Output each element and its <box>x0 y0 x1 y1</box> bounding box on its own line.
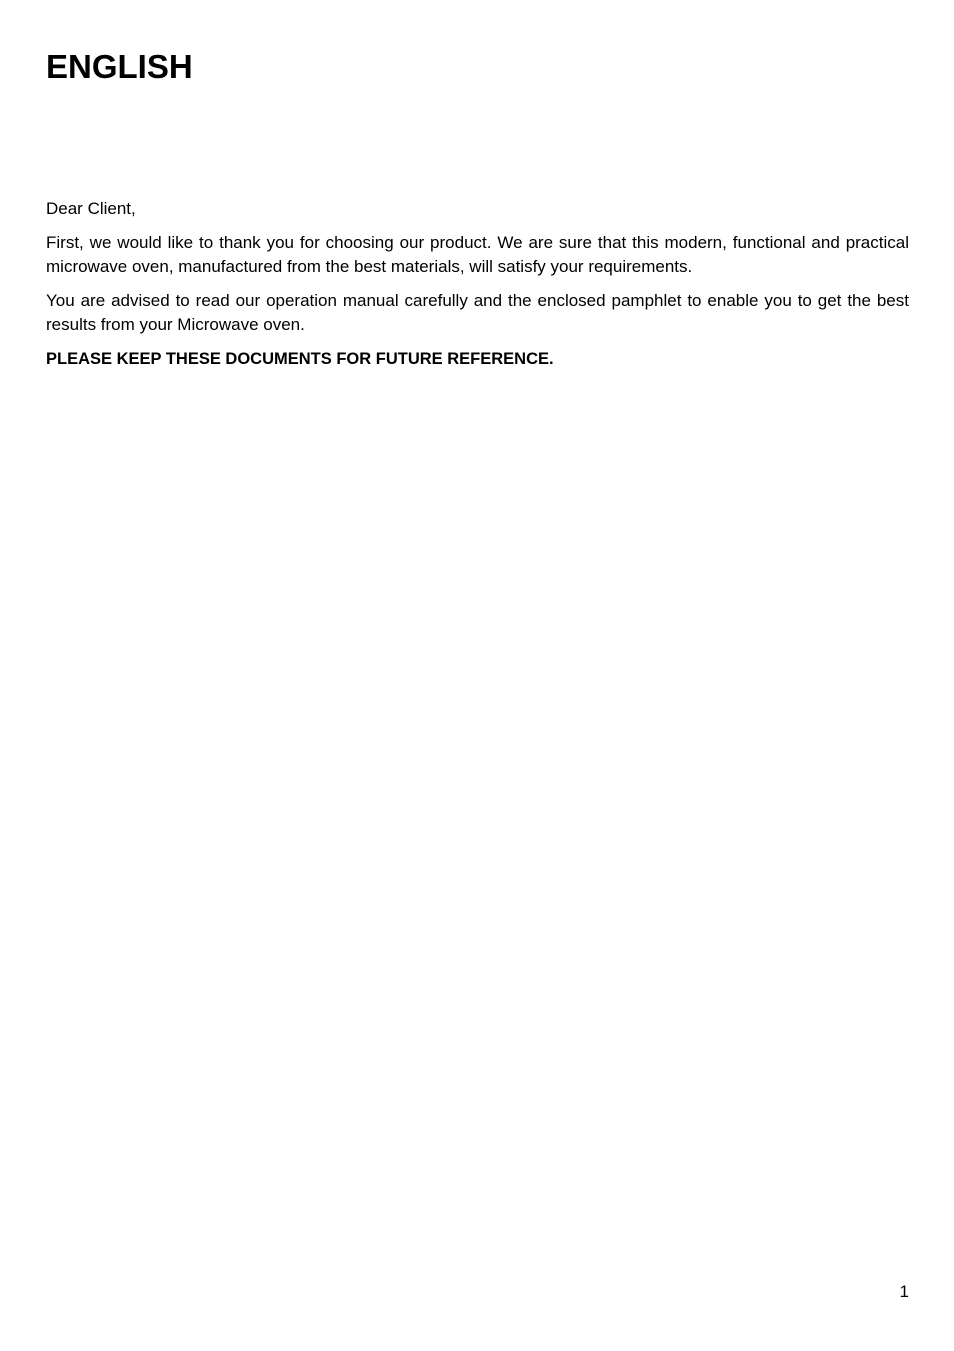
thank-you-paragraph: First, we would like to thank you for choosing our product. We are sure that this modern, functional and practical microwave oven, manufactured from the best materials, will satisfy your requirements. <box>46 233 909 276</box>
salutation: Dear Client, <box>46 199 136 218</box>
letter-body <box>46 197 909 371</box>
language-heading: ENGLISH <box>46 48 193 85</box>
keep-documents-notice: PLEASE KEEP THESE DOCUMENTS FOR FUTURE REFERENCE. <box>46 350 554 368</box>
page-number: 1 <box>899 1282 909 1301</box>
advice-paragraph: You are advised to read our operation manual carefully and the enclosed pamphlet to enable you to get the best results from your Microwave oven. <box>46 291 909 334</box>
